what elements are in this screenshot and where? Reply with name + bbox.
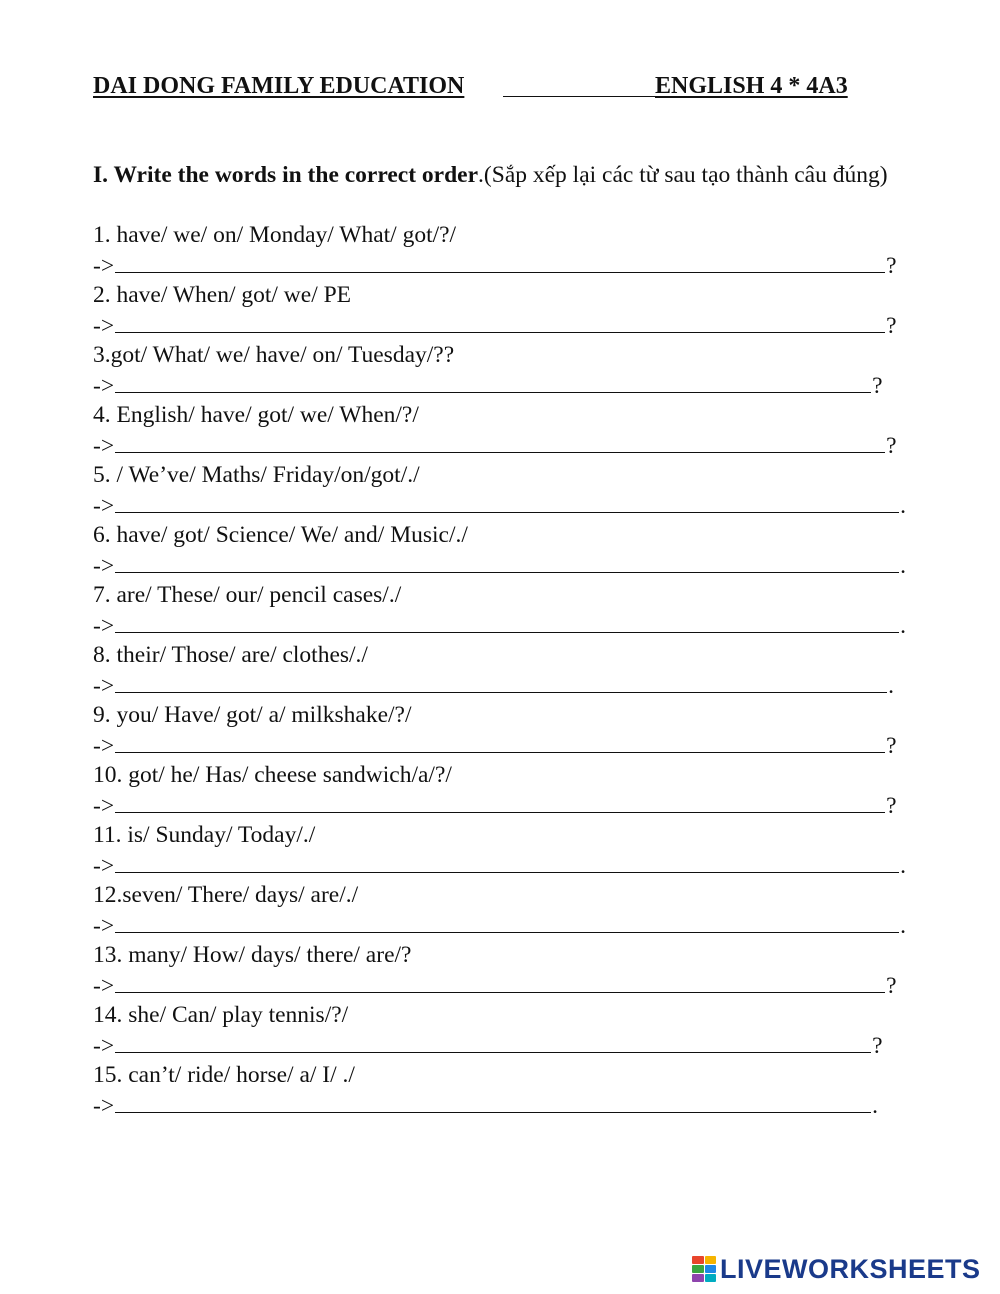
answer-arrow: ->: [93, 1033, 115, 1059]
worksheet-header: [93, 70, 873, 102]
exercise-item: [93, 820, 923, 880]
logo-block: [705, 1265, 717, 1273]
answer-end-punctuation: .: [900, 493, 906, 519]
exercise-prompt: 10. got/ he/ Has/ cheese sandwich/a/?/: [93, 762, 452, 788]
answer-row: [93, 490, 923, 520]
exercise-item: [93, 520, 923, 580]
exercise-item: [93, 640, 923, 700]
exercise-list: [93, 220, 923, 1120]
answer-blank[interactable]: [115, 730, 885, 753]
exercise-item: [93, 1060, 923, 1120]
exercise-item: [93, 880, 923, 940]
exercise-prompt: 9. you/ Have/ got/ a/ milkshake/?/: [93, 702, 412, 728]
exercise-prompt: 5. / We’ve/ Maths/ Friday/on/got/./: [93, 462, 420, 488]
logo-block: [705, 1274, 717, 1282]
logo-block: [692, 1274, 704, 1282]
answer-row: [93, 910, 923, 940]
answer-blank[interactable]: [115, 610, 899, 633]
answer-end-punctuation: .: [900, 913, 906, 939]
answer-end-punctuation: .: [872, 1093, 878, 1119]
answer-end-punctuation: .: [900, 613, 906, 639]
answer-row: [93, 730, 923, 760]
answer-blank[interactable]: [115, 910, 899, 933]
exercise-prompt: 14. she/ Can/ play tennis/?/: [93, 1002, 349, 1028]
answer-arrow: ->: [93, 733, 115, 759]
answer-blank[interactable]: [115, 250, 885, 273]
answer-arrow: ->: [93, 373, 115, 399]
answer-end-punctuation: ?: [872, 1033, 883, 1059]
answer-blank[interactable]: [115, 670, 887, 693]
exercise-prompt: 15. can’t/ ride/ horse/ a/ I/ ./: [93, 1062, 355, 1088]
exercise-item: [93, 280, 923, 340]
answer-blank[interactable]: [115, 970, 885, 993]
answer-row: [93, 970, 923, 1000]
answer-row: [93, 430, 923, 460]
answer-arrow: ->: [93, 433, 115, 459]
exercise-item: [93, 580, 923, 640]
exercise-prompt: 1. have/ we/ on/ Monday/ What/ got/?/: [93, 222, 457, 248]
answer-row: [93, 310, 923, 340]
exercise-title: I. Write the words in the correct order: [93, 162, 479, 188]
answer-row: [93, 670, 923, 700]
answer-row: [93, 790, 923, 820]
answer-blank[interactable]: [115, 850, 899, 873]
answer-row: [93, 370, 923, 400]
exercise-prompt: 7. are/ These/ our/ pencil cases/./: [93, 582, 402, 608]
liveworksheets-logo: [692, 1252, 981, 1286]
answer-row: [93, 1030, 923, 1060]
answer-end-punctuation: .: [888, 673, 894, 699]
answer-blank[interactable]: [115, 370, 871, 393]
answer-blank[interactable]: [115, 310, 885, 333]
exercise-item: [93, 220, 923, 280]
answer-arrow: ->: [93, 493, 115, 519]
answer-row: [93, 1090, 923, 1120]
answer-arrow: ->: [93, 793, 115, 819]
exercise-item: [93, 400, 923, 460]
answer-row: [93, 610, 923, 640]
logo-block: [692, 1256, 704, 1264]
answer-arrow: ->: [93, 613, 115, 639]
exercise-prompt: 4. English/ have/ got/ we/ When/?/: [93, 402, 419, 428]
exercise-prompt: 11. is/ Sunday/ Today/./: [93, 822, 316, 848]
answer-end-punctuation: ?: [886, 973, 897, 999]
logo-text: LIVEWORKSHEETS: [720, 1253, 981, 1284]
answer-blank[interactable]: [115, 790, 885, 813]
answer-arrow: ->: [93, 253, 115, 279]
answer-arrow: ->: [93, 1093, 115, 1119]
answer-end-punctuation: ?: [886, 793, 897, 819]
answer-end-punctuation: ?: [886, 313, 897, 339]
answer-end-punctuation: ?: [886, 253, 897, 279]
answer-end-punctuation: .: [900, 553, 906, 579]
exercise-item: [93, 1000, 923, 1060]
answer-blank[interactable]: [115, 1030, 871, 1053]
answer-end-punctuation: ?: [886, 433, 897, 459]
exercise-item: [93, 700, 923, 760]
answer-blank[interactable]: [115, 490, 899, 513]
logo-mark-icon: [692, 1256, 716, 1282]
answer-arrow: ->: [93, 673, 115, 699]
answer-row: [93, 850, 923, 880]
exercise-prompt: 3.got/ What/ we/ have/ on/ Tuesday/??: [93, 342, 455, 368]
exercise-prompt: 13. many/ How/ days/ there/ are/?: [93, 942, 412, 968]
exercise-instructions: [93, 160, 893, 190]
answer-arrow: ->: [93, 913, 115, 939]
school-name: DAI DONG FAMILY EDUCATION: [93, 73, 465, 99]
answer-end-punctuation: ?: [872, 373, 883, 399]
answer-blank[interactable]: [115, 550, 899, 573]
answer-blank[interactable]: [115, 1090, 871, 1113]
answer-end-punctuation: .: [900, 853, 906, 879]
exercise-item: [93, 340, 923, 400]
answer-row: [93, 250, 923, 280]
answer-arrow: ->: [93, 853, 115, 879]
exercise-translation: .(Sắp xếp lại các từ sau tạo thành câu đúng): [478, 162, 888, 188]
exercise-item: [93, 460, 923, 520]
answer-arrow: ->: [93, 313, 115, 339]
exercise-prompt: 2. have/ When/ got/ we/ PE: [93, 282, 352, 308]
exercise-prompt: 12.seven/ There/ days/ are/./: [93, 882, 359, 908]
answer-arrow: ->: [93, 973, 115, 999]
logo-block: [692, 1265, 704, 1273]
exercise-item: [93, 940, 923, 1000]
answer-blank[interactable]: [115, 430, 885, 453]
answer-row: [93, 550, 923, 580]
course-title: ENGLISH 4 * 4A3: [655, 73, 848, 99]
answer-arrow: ->: [93, 553, 115, 579]
answer-end-punctuation: ?: [886, 733, 897, 759]
exercise-item: [93, 760, 923, 820]
exercise-prompt: 6. have/ got/ Science/ We/ and/ Music/./: [93, 522, 468, 548]
logo-block: [705, 1256, 717, 1264]
exercise-prompt: 8. their/ Those/ are/ clothes/./: [93, 642, 368, 668]
